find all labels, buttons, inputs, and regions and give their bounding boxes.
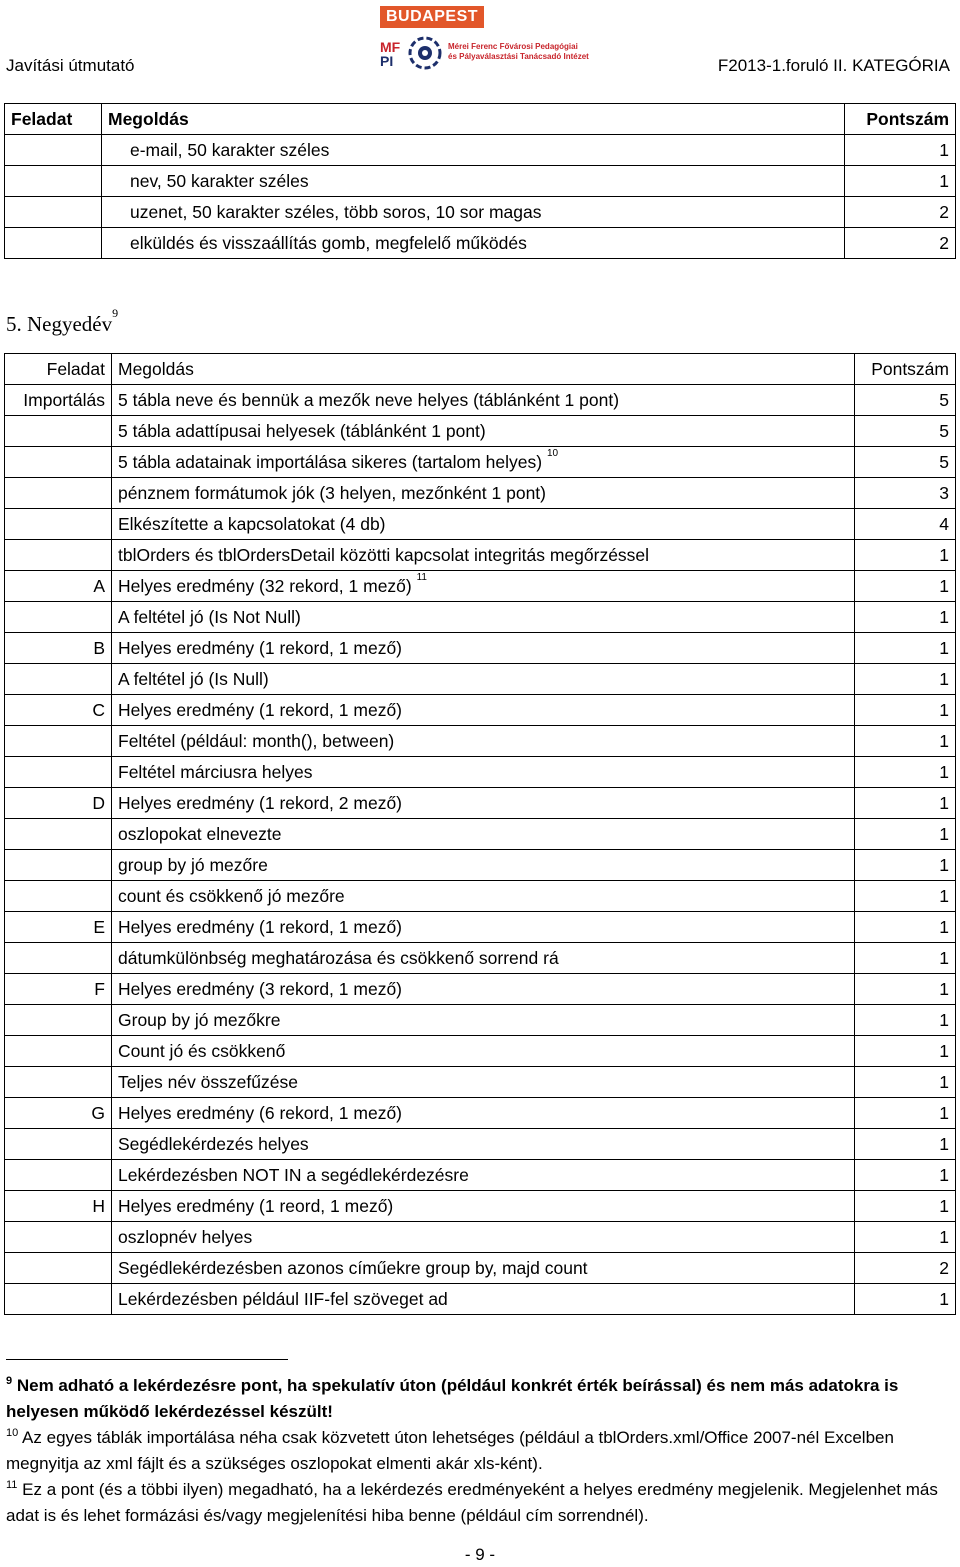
cell-task (5, 166, 102, 197)
solution-text: Helyes eredmény (1 rekord, 2 mező) (118, 792, 402, 813)
table-row (5, 197, 956, 228)
table-row (5, 1036, 956, 1067)
cell-points: 1 (855, 788, 956, 819)
solution-text: Helyes eredmény (1 reord, 1 mező) (118, 1195, 394, 1216)
cell-points: 1 (845, 135, 956, 166)
cell-points: 1 (855, 819, 956, 850)
cell-solution (112, 726, 855, 757)
cell-solution: uzenet, 50 karakter széles, több soros, 10 sor magas (102, 197, 845, 228)
cell-solution: elküldés és visszaállítás gomb, megfelelő működés (102, 228, 845, 259)
table-row (5, 757, 956, 788)
cell-points: 2 (845, 228, 956, 259)
cell-solution (112, 1222, 855, 1253)
cell-points: 1 (855, 726, 956, 757)
cell-points: 1 (855, 757, 956, 788)
table-row (5, 1005, 956, 1036)
cell-task (5, 1284, 112, 1315)
solution-text: Lekérdezésben NOT IN a segédlekérdezésre (118, 1164, 469, 1185)
table-row (5, 1191, 956, 1222)
cell-task (5, 757, 112, 788)
table-row (5, 633, 956, 664)
cell-points: 1 (855, 1284, 956, 1315)
cell-task (5, 664, 112, 695)
cell-solution: nev, 50 karakter széles (102, 166, 845, 197)
table-row (5, 1067, 956, 1098)
cell-task: C (5, 695, 112, 726)
mfpi-logo: MF PI (380, 39, 401, 69)
cell-points: 1 (855, 571, 956, 602)
cell-solution (112, 819, 855, 850)
cell-task (5, 1253, 112, 1284)
footnote-ref: 11 (416, 571, 427, 583)
solution-text: group by jó mezőre (118, 854, 268, 875)
institute-emblem-icon (408, 36, 442, 70)
solution-text: Elkészítette a kapcsolatokat (4 db) (118, 513, 386, 534)
cell-points: 1 (855, 943, 956, 974)
cell-points: 4 (855, 509, 956, 540)
cell-points: 2 (845, 197, 956, 228)
footnote-divider (6, 1359, 288, 1360)
table-row (5, 447, 956, 478)
cell-solution (112, 447, 855, 478)
cell-solution (112, 1098, 855, 1129)
table-row (5, 664, 956, 695)
cell-solution (112, 571, 855, 602)
institute-name: Mérei Ferenc Fővárosi Pedagógiai és Pályaválasztási Tanácsadó Intézet (448, 42, 589, 61)
cell-points: 1 (855, 881, 956, 912)
cell-solution (112, 416, 855, 447)
table-row (5, 602, 956, 633)
table-row (5, 135, 956, 166)
cell-solution (112, 1036, 855, 1067)
cell-points: 1 (855, 974, 956, 1005)
scoring-table-1 (4, 103, 956, 259)
solution-text: Helyes eredmény (1 rekord, 1 mező) (118, 699, 402, 720)
cell-task (5, 1036, 112, 1067)
cell-task: E (5, 912, 112, 943)
cell-solution (112, 602, 855, 633)
scoring-table-2 (4, 353, 956, 1315)
header-pontszam: Pontszám (855, 354, 956, 385)
cell-task (5, 135, 102, 166)
solution-text: oszlopokat elnevezte (118, 823, 282, 844)
cell-solution (112, 633, 855, 664)
cell-solution (112, 943, 855, 974)
table-row (5, 943, 956, 974)
cell-task: G (5, 1098, 112, 1129)
solution-text: dátumkülönbség meghatározása és csökkenő sorrend rá (118, 947, 559, 968)
solution-text: Helyes eredmény (1 rekord, 1 mező) (118, 637, 402, 658)
solution-text: Group by jó mezőkre (118, 1009, 281, 1030)
solution-text: Feltétel márciusra helyes (118, 761, 313, 782)
table-row (5, 385, 956, 416)
solution-text: pénznem formátumok jók (3 helyen, mezőnként 1 pont) (118, 482, 546, 503)
cell-task (5, 726, 112, 757)
cell-task (5, 1067, 112, 1098)
cell-solution (112, 540, 855, 571)
cell-points: 1 (855, 1222, 956, 1253)
cell-solution (112, 478, 855, 509)
solution-text: oszlopnév helyes (118, 1226, 253, 1247)
cell-solution (112, 1129, 855, 1160)
cell-solution (112, 1191, 855, 1222)
cell-solution: e-mail, 50 karakter széles (102, 135, 845, 166)
cell-points: 1 (855, 602, 956, 633)
cell-task (5, 540, 112, 571)
header-right-title: F2013-1.foruló II. KATEGÓRIA (717, 56, 950, 75)
cell-task: Importálás (5, 385, 112, 416)
table-header-row (5, 354, 956, 385)
solution-text: Count jó és csökkenő (118, 1040, 286, 1061)
header-megoldas: Megoldás (112, 354, 855, 385)
cell-solution (112, 1253, 855, 1284)
header-logos (380, 6, 590, 70)
header-megoldas: Megoldás (102, 104, 845, 135)
cell-task (5, 416, 112, 447)
cell-solution (112, 850, 855, 881)
table-row (5, 478, 956, 509)
cell-solution (112, 1160, 855, 1191)
cell-points: 5 (855, 385, 956, 416)
cell-points: 1 (855, 664, 956, 695)
cell-task: H (5, 1191, 112, 1222)
cell-task (5, 1129, 112, 1160)
footnote-ref: 9 (112, 306, 119, 320)
cell-task: F (5, 974, 112, 1005)
table-row (5, 1222, 956, 1253)
cell-solution (112, 788, 855, 819)
cell-points: 1 (855, 540, 956, 571)
solution-text: Helyes eredmény (32 rekord, 1 mező) (118, 575, 412, 596)
cell-task (5, 943, 112, 974)
table-row (5, 166, 956, 197)
cell-solution (112, 385, 855, 416)
header-feladat: Feladat (5, 104, 102, 135)
table-row (5, 416, 956, 447)
cell-points: 3 (855, 478, 956, 509)
table-row (5, 819, 956, 850)
cell-points: 1 (855, 1067, 956, 1098)
table-header-row (5, 104, 956, 135)
cell-points: 1 (855, 850, 956, 881)
cell-points: 1 (855, 1191, 956, 1222)
cell-points: 1 (855, 1036, 956, 1067)
cell-solution (112, 757, 855, 788)
cell-task (5, 881, 112, 912)
cell-points: 5 (855, 447, 956, 478)
cell-task (5, 1222, 112, 1253)
cell-task (5, 509, 112, 540)
table-row (5, 881, 956, 912)
cell-task (5, 1160, 112, 1191)
table-row (5, 788, 956, 819)
cell-task (5, 197, 102, 228)
cell-points: 1 (855, 1160, 956, 1191)
cell-solution (112, 912, 855, 943)
table-row (5, 509, 956, 540)
cell-solution (112, 664, 855, 695)
table-row (5, 695, 956, 726)
cell-points: 1 (855, 1129, 956, 1160)
solution-text: 5 tábla adatainak importálása sikeres (tartalom helyes) (118, 451, 543, 472)
table-row (5, 228, 956, 259)
solution-text: Segédlekérdezés helyes (118, 1133, 309, 1154)
solution-text: Segédlekérdezésben azonos címűekre group by, majd count (118, 1257, 588, 1278)
solution-text: Teljes név összefűzése (118, 1071, 298, 1092)
solution-text: Helyes eredmény (1 rekord, 1 mező) (118, 916, 402, 937)
table-row (5, 726, 956, 757)
cell-task (5, 228, 102, 259)
cell-task (5, 819, 112, 850)
table-row (5, 974, 956, 1005)
footnote-9: $^9$ Nem adható a lekérdezésre pont, ha spekulatív úton (például konkrét érték beírással) és nem más adatokra is helyesen működő lekérdezéssel készült! (6, 1375, 899, 1421)
footnote-ref: 10 (546, 447, 559, 459)
footnote-11: $^{11}$ Ez a pont (és a többi ilyen) megadható, ha a lekérdezés eredményeként a helyes eredmény megjelenik. Megjelenhet más adat is és lehet formázási és/vagy megjelenítési hiba benne (például cím sorrendnél). (6, 1479, 938, 1525)
cell-task: A (5, 571, 112, 602)
cell-task: B (5, 633, 112, 664)
cell-points: 1 (855, 633, 956, 664)
cell-points: 5 (855, 416, 956, 447)
table-row (5, 1160, 956, 1191)
table-row (5, 1129, 956, 1160)
cell-task (5, 1005, 112, 1036)
solution-text: Helyes eredmény (6 rekord, 1 mező) (118, 1102, 402, 1123)
solution-text: Helyes eredmény (3 rekord, 1 mező) (118, 978, 402, 999)
solution-text: 5 tábla neve és bennük a mezők neve helyes (táblánként 1 pont) (118, 389, 620, 410)
cell-solution (112, 695, 855, 726)
table-row (5, 540, 956, 571)
cell-points: 2 (855, 1253, 956, 1284)
table-row (5, 1284, 956, 1315)
cell-task (5, 447, 112, 478)
cell-solution (112, 509, 855, 540)
header-pontszam: Pontszám (845, 104, 956, 135)
solution-text: tblOrders és tblOrdersDetail közötti kapcsolat integritás megőrzéssel (118, 544, 650, 565)
cell-task (5, 850, 112, 881)
header-feladat: Feladat (5, 354, 112, 385)
cell-task (5, 602, 112, 633)
page-number: - 9 - (464, 1545, 496, 1564)
cell-points: 1 (855, 695, 956, 726)
budapest-logo: BUDAPEST (380, 6, 484, 28)
cell-solution (112, 1284, 855, 1315)
table-row (5, 1253, 956, 1284)
cell-solution (112, 881, 855, 912)
cell-solution (112, 1005, 855, 1036)
header-left-title: Javítási útmutató (6, 56, 135, 75)
cell-task: D (5, 788, 112, 819)
solution-text: 5 tábla adattípusai helyesek (táblánként 1 pont) (118, 420, 486, 441)
table-row (5, 912, 956, 943)
table-row (5, 1098, 956, 1129)
table-row (5, 850, 956, 881)
solution-text: A feltétel jó (Is Not Null) (118, 606, 301, 627)
cell-solution (112, 974, 855, 1005)
solution-text: count és csökkenő jó mezőre (118, 885, 345, 906)
table-row (5, 571, 956, 602)
cell-points: 1 (855, 1098, 956, 1129)
cell-points: 1 (855, 1005, 956, 1036)
solution-text: Feltétel (például: month(), between) (118, 730, 395, 751)
section-title: 5. Negyedév$^9$ (6, 306, 119, 336)
cell-points: 1 (855, 912, 956, 943)
cell-solution (112, 1067, 855, 1098)
footnote-10: $^{10}$ Az egyes táblák importálása néha csak közvetett úton lehetséges (például a tblOrders.xml/Office 2007-nél Excelben megnyitja az xml fájlt és a szükséges oszlopokat elmenti akár xls-ként). (6, 1427, 894, 1473)
cell-points: 1 (845, 166, 956, 197)
cell-task (5, 478, 112, 509)
solution-text: Lekérdezésben például IIF-fel szöveget ad (118, 1288, 448, 1309)
solution-text: A feltétel jó (Is Null) (118, 668, 269, 689)
